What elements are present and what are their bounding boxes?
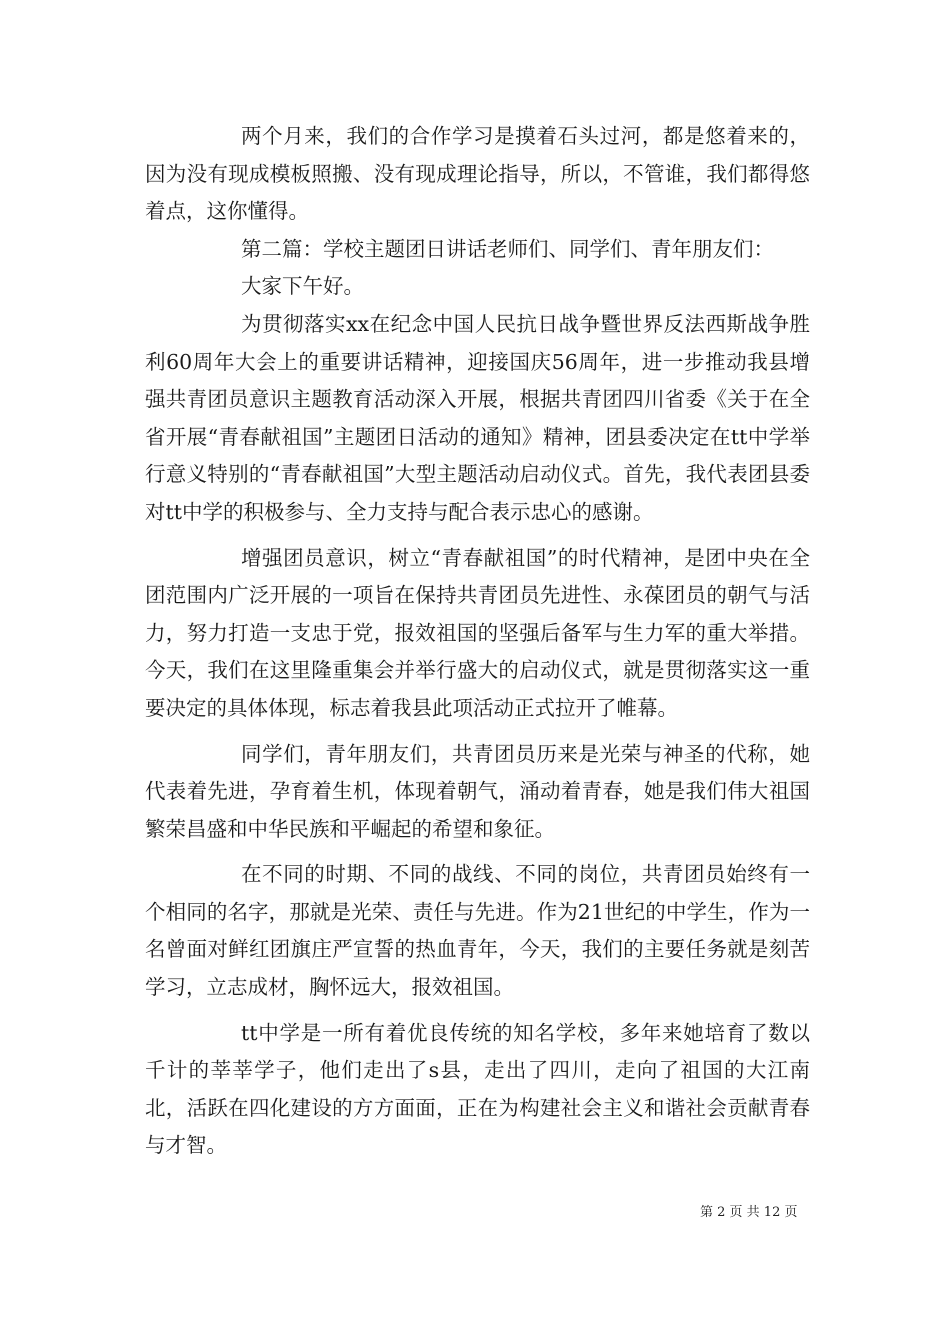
paragraph-5: 增强团员意识，树立“青春献祖国”的时代精神，是团中央在全团范围内广泛开展的一项旨在保持共青团员先进性、永葆团员的朝气与活力，努力打造一支忠于党，报效祖国的坚强后备军与生力军的重大举措。今天，我们在这里隆重集会并举行盛大的启动仪式，就是贯彻落实这一重要决定的具体体现，标志着我县此项活动正式拉开了帷幕。: [145, 545, 810, 720]
paragraph-2-heading: 第二篇：学校主题团日讲话老师们、同学们、青年朋友们：: [241, 236, 774, 261]
paragraph-6: 同学们，青年朋友们，共青团员历来是光荣与神圣的代称，她代表着先进，孕育着生机，体现着朝气，涌动着青春，她是我们伟大祖国繁荣昌盛和中华民族和平崛起的希望和象征。: [145, 741, 810, 841]
page-number-footer: 第 2 页 共 12 页: [700, 1205, 798, 1220]
document-body: [145, 118, 810, 1165]
paragraph-3-greeting: 大家下午好。: [241, 274, 364, 299]
paragraph-8: tt中学是一所有着优良传统的知名学校，多年来她培育了数以千计的莘莘学子，他们走出了s县，走出了四川，走向了祖国的大江南北，活跃在四化建设的方方面面，正在为构建社会主义和谐社会贡献青春与才智。: [145, 1020, 810, 1158]
paragraph-7: 在不同的时期、不同的战线、不同的岗位，共青团员始终有一个相同的名字，那就是光荣、责任与先进。作为21世纪的中学生，作为一名曾面对鲜红团旗庄严宣誓的热血青年，今天，我们的主要任务就是刻苦学习，立志成材，胸怀远大，报效祖国。: [145, 862, 810, 1000]
paragraph-4: 为贯彻落实xx在纪念中国人民抗日战争暨世界反法西斯战争胜利60周年大会上的重要讲话精神，迎接国庆56周年，进一步推动我县增强共青团员意识主题教育活动深入开展，根据共青团四川省委《关于在全省开展“青春献祖国”主题团日活动的通知》精神，团县委决定在tt中学举行意义特别的“青春献祖国”大型主题活动启动仪式。首先，我代表团县委对tt中学的积极参与、全力支持与配合表示忠心的感谢。: [145, 311, 810, 524]
paragraph-1: 两个月来，我们的合作学习是摸着石头过河，都是悠着来的，因为没有现成模板照搬、没有现成理论指导，所以，不管谁，我们都得悠着点，这你懂得。: [145, 124, 810, 224]
